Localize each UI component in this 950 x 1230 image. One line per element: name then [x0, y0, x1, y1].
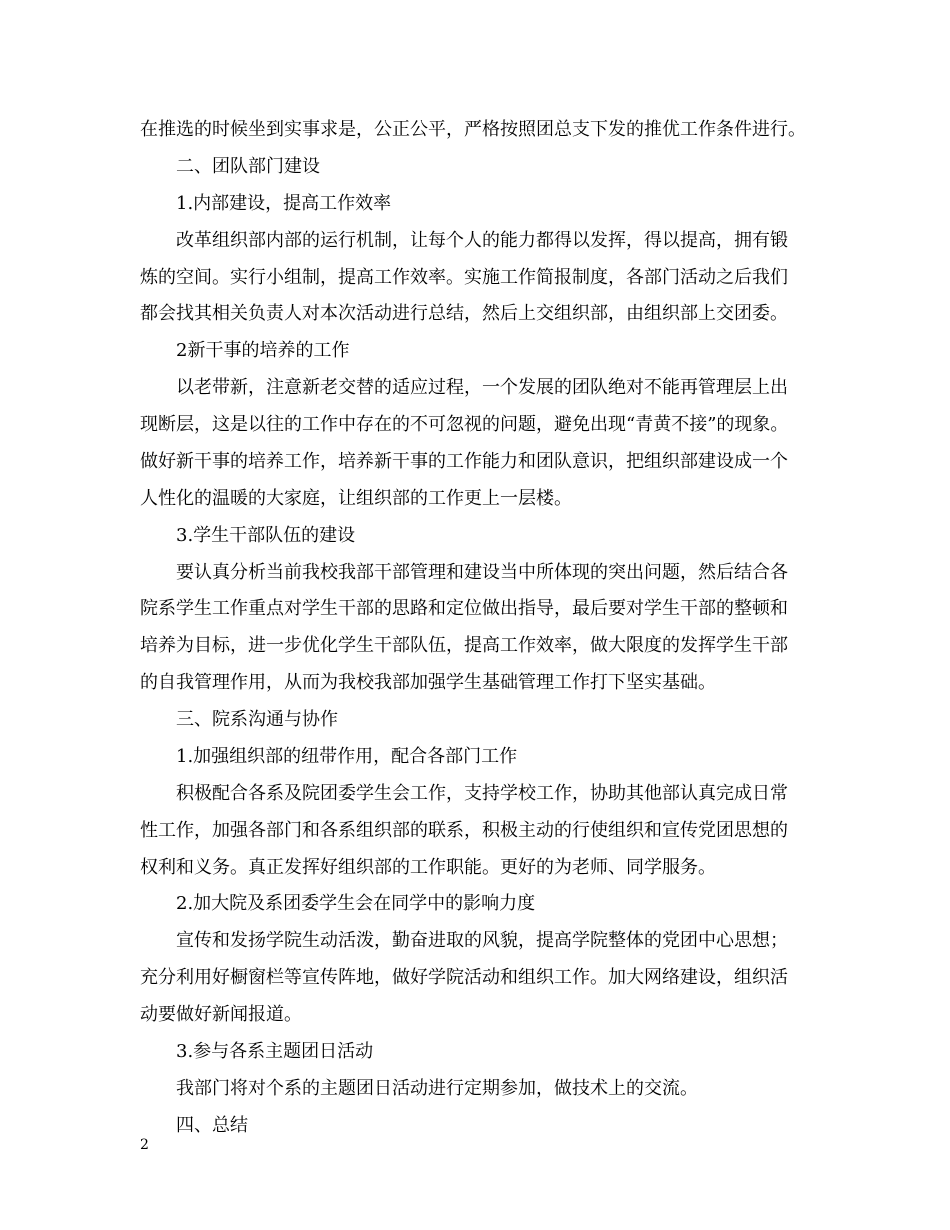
- paragraph-line: 改革组织部内部的运行机制，让每个人的能力都得以发挥，得以提高，拥有锻: [176, 230, 788, 251]
- paragraph-line: 院系学生工作重点对学生干部的思路和定位做出指导，最后要对学生干部的整顿和: [140, 598, 788, 619]
- paragraph-line: 炼的空间。实行小组制，提高工作效率。实施工作简报制度，各部门活动之后我们: [140, 267, 788, 288]
- page-number: 2: [140, 1137, 149, 1153]
- subsection-heading: 2新干事的培养的工作: [176, 340, 350, 361]
- paragraph-line: 宣传和发扬学院生动活泼，勤奋进取的风貌，提高学院整体的党团中心思想；: [176, 930, 788, 951]
- paragraph-line: 培养为目标，进一步优化学生干部队伍，提高工作效率，做大限度的发挥学生干部: [140, 635, 788, 656]
- paragraph-line: 做好新干事的培养工作，培养新干事的工作能力和团队意识，把组织部建设成一个: [140, 451, 788, 472]
- subsection-heading: 1.内部建设，提高工作效率: [176, 193, 392, 214]
- subsection-heading: 2.加大院及系团委学生会在同学中的影响力度: [176, 893, 536, 914]
- paragraph-line: 权利和义务。真正发挥好组织部的工作职能。更好的为老师、同学服务。: [140, 857, 716, 878]
- paragraph-line: 在推选的时候坐到实事求是，公正公平，严格按照团总支下发的推优工作条件进行。: [140, 119, 806, 140]
- section-heading: 四、总结: [176, 1115, 248, 1136]
- paragraph-line: 都会找其相关负责人对本次活动进行总结，然后上交组织部，由组织部上交团委。: [140, 303, 788, 324]
- paragraph-line: 的自我管理作用，从而为我校我部加强学生基础管理工作打下坚实基础。: [140, 672, 716, 693]
- paragraph-line: 动要做好新闻报道。: [140, 1004, 302, 1025]
- paragraph-line: 积极配合各系及院团委学生会工作，支持学校工作，协助其他部认真完成日常: [176, 783, 788, 804]
- section-heading: 三、院系沟通与协作: [176, 709, 338, 730]
- paragraph-line: 现断层，这是以往的工作中存在的不可忽视的问题，避免出现“青黄不接”的现象。: [140, 414, 789, 435]
- paragraph-line: 人性化的温暖的大家庭，让组织部的工作更上一层楼。: [140, 488, 572, 509]
- paragraph-line: 性工作，加强各部门和各系组织部的联系，积极主动的行使组织和宣传党团思想的: [140, 820, 788, 841]
- paragraph-line: 充分利用好橱窗栏等宣传阵地，做好学院活动和组织工作。加大网络建设，组织活: [140, 967, 788, 988]
- section-heading: 二、团队部门建设: [176, 156, 320, 177]
- paragraph-line: 要认真分析当前我校我部干部管理和建设当中所体现的突出问题，然后结合各: [176, 562, 788, 583]
- subsection-heading: 3.参与各系主题团日活动: [176, 1041, 374, 1062]
- subsection-heading: 1.加强组织部的纽带作用，配合各部门工作: [176, 746, 518, 767]
- paragraph-line: 我部门将对个系的主题团日活动进行定期参加，做技术上的交流。: [176, 1078, 698, 1099]
- subsection-heading: 3.学生干部队伍的建设: [176, 525, 356, 546]
- paragraph-line: 以老带新，注意新老交替的适应过程，一个发展的团队绝对不能再管理层上出: [176, 377, 788, 398]
